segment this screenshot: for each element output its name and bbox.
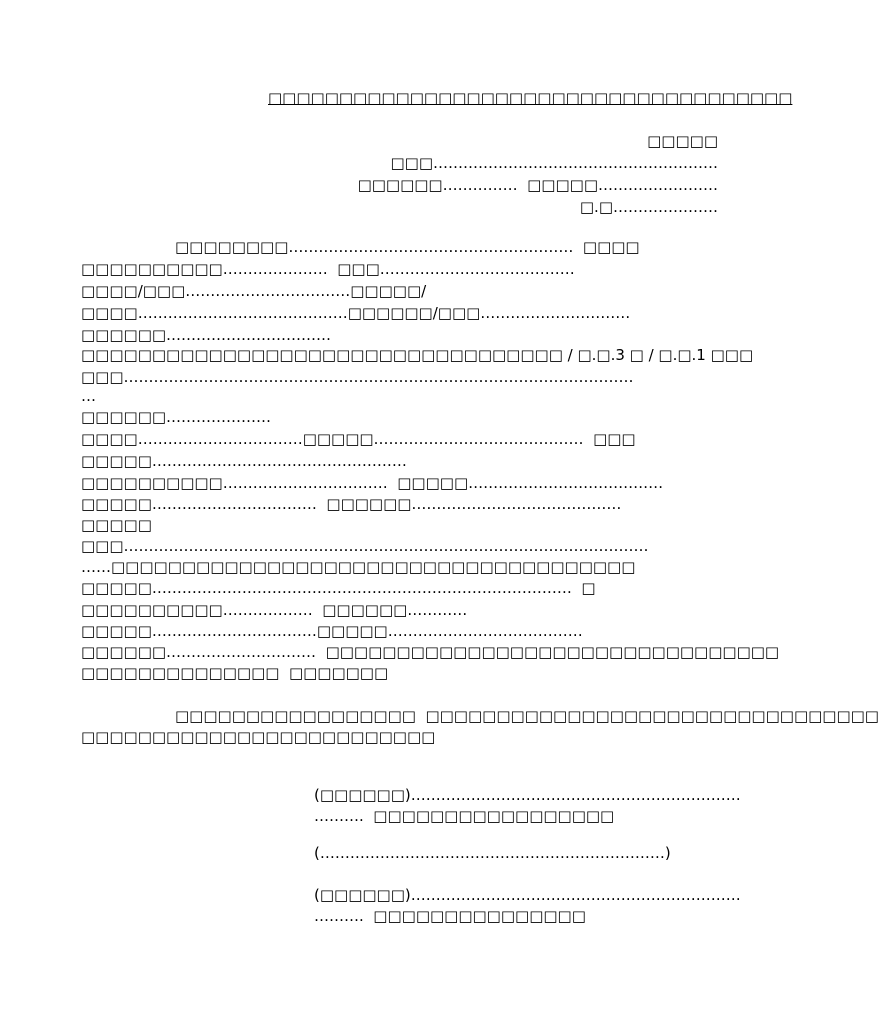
body-line: □□□□□…………………………………………… xyxy=(81,452,407,470)
header-line-1: □□□□□ xyxy=(647,132,718,150)
body-line: □□□□□□□□□□□□□□□□□□□□□□□□□□□□□□□□□□ / □.□.3 □ / □.□.1 □□□ xyxy=(81,346,754,364)
header-line-4: □.□………………… xyxy=(579,198,718,216)
body-line: □□□□□□…………………………… xyxy=(81,326,332,344)
body-line: □□□□/□□□……………………………□□□□□/ xyxy=(81,282,427,300)
body-line: □□□□□□□□□□………………… □□□………………………………… xyxy=(81,260,575,278)
body-line: □□□□□…………………………… □□□□□□…………………………………… xyxy=(81,495,622,513)
body-line: □□□□□□………………… xyxy=(81,408,272,426)
body-line: □□□□□……………………………□□□□□………………………………… xyxy=(81,622,583,640)
signature-2-line-1: (……………………………………………………………) xyxy=(314,844,671,862)
header-line-3: □□□□□□…………… □□□□□…………………… xyxy=(357,176,718,194)
document-title: □□□□□□□□□□□□□□□□□□□□□□□□□□□□□□□□□□□□□ xyxy=(268,89,793,107)
header-line-2: □□□………………………………………………… xyxy=(390,154,718,172)
body-line: □□□………………………………………………………………………………………… xyxy=(81,368,634,386)
body-line: ……□□□□□□□□□□□□□□□□□□□□□□□□□□□□□□□□□□□□□ xyxy=(81,558,636,576)
body-line: □□□□□………………………………………………………………………… □ xyxy=(81,579,596,597)
body-line: □□□□□□□□□□□□□□ □□□□□□□ xyxy=(81,664,389,682)
signature-3-line-2: ………. □□□□□□□□□□□□□□□ xyxy=(314,907,586,925)
body-line: … xyxy=(81,387,96,405)
body-line: □□□…………………………………………………………………………………………… xyxy=(81,537,649,555)
signature-1-line-2: ………. □□□□□□□□□□□□□□□□□ xyxy=(314,807,615,825)
signature-1-line-1: (□□□□□□)………………………………………………………… xyxy=(314,786,741,804)
body-line: □□□□□□□□□□…………………………… □□□□□………………………………… xyxy=(81,474,664,492)
body-line: □□□□□□□□□□……………… □□□□□□………… xyxy=(81,601,468,619)
closing-line-2: □□□□□□□□□□□□□□□□□□□□□□□□□ xyxy=(81,728,436,746)
body-line: □□□□□□………………………… □□□□□□□□□□□□□□□□□□□□□□□□□□□□□□□□ xyxy=(81,643,780,661)
closing-line-1: □□□□□□□□□□□□□□□□□ □□□□□□□□□□□□□□□□□□□□□□□□□□□□□□□□ xyxy=(175,707,879,725)
body-line: □□□□……………………………………□□□□□□/□□□………………………… xyxy=(81,304,631,322)
body-line: □□□□□ xyxy=(81,516,152,534)
signature-3-line-1: (□□□□□□)………………………………………………………… xyxy=(314,886,741,904)
body-line: □□□□……………………………□□□□□…………………………………… □□□ xyxy=(81,430,636,448)
body-line: □□□□□□□□………………………………………………… □□□□ xyxy=(175,238,640,256)
